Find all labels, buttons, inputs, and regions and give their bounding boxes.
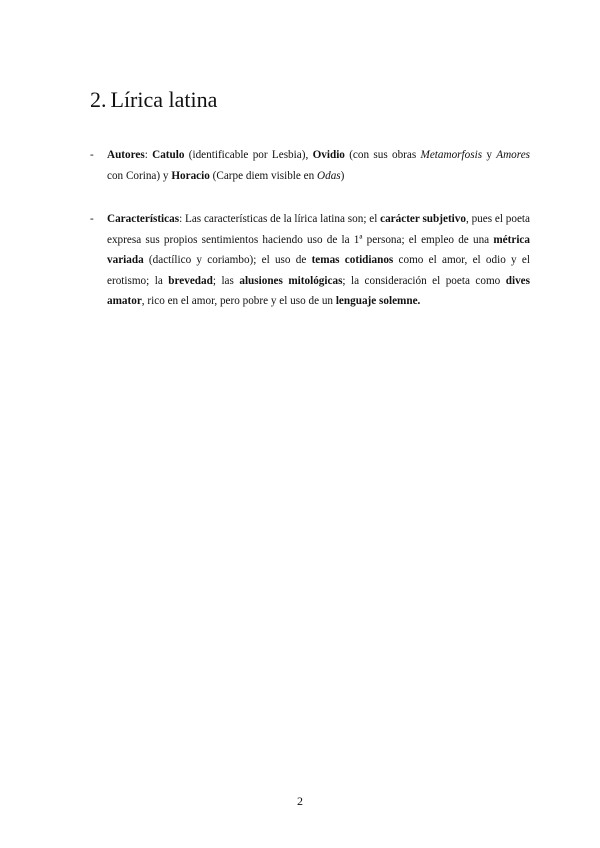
text-span: ; las	[212, 274, 240, 287]
text-span: (con sus obras	[344, 149, 421, 161]
work-odas: Odas	[317, 169, 341, 182]
text-span: )	[340, 169, 345, 182]
term-temas-cotidianos: temas cotidianos	[311, 254, 394, 266]
caracteristicas-label: Características	[107, 213, 180, 225]
bullet-dash: -	[90, 213, 94, 225]
term-caracter-subjetivo: carácter subjetivo	[380, 213, 466, 225]
text-span: (identificable por Lesbia),	[184, 149, 313, 161]
text-span: ; la consideración el poeta como	[342, 274, 506, 287]
text-span: y	[482, 149, 497, 161]
text-span: :	[144, 149, 153, 161]
term-dives-amator: dives amator	[107, 274, 530, 307]
text-span: , pues el poeta expresa sus propios sentimientos haciendo uso de la 1ª persona; el empleo de una	[107, 213, 530, 246]
work-metamorfosis: Metamorfosis	[420, 149, 483, 161]
term-lenguaje-solemne: lenguaje solemne.	[335, 295, 421, 307]
term-metrica-variada: métrica variada	[107, 233, 530, 266]
autores-label: Autores	[107, 149, 145, 161]
text-span: , rico en el amor, pero pobre y el uso de un	[141, 295, 336, 307]
text-span: como el amor, el odio y el erotismo; la	[107, 254, 530, 287]
list-item-autores	[90, 145, 530, 186]
section-number: 2.	[90, 87, 107, 112]
list-item-caracteristicas	[90, 209, 530, 312]
section-heading	[90, 86, 217, 114]
term-brevedad: brevedad	[168, 274, 213, 287]
author-horacio: Horacio	[171, 169, 210, 182]
term-alusiones-mitologicas: alusiones mitológicas	[239, 274, 343, 287]
author-ovidio: Ovidio	[312, 149, 345, 161]
page-number: 2	[297, 794, 303, 808]
text-span: (dactílico y coriambo); el uso de	[143, 254, 312, 266]
text-span: con Corina) y	[107, 169, 172, 182]
work-amores: Amores	[496, 149, 531, 161]
text-span: (Carpe diem visible en	[209, 169, 318, 182]
text-span: : Las características de la lírica latina son; el	[179, 213, 381, 225]
author-catulo: Catulo	[152, 149, 185, 161]
bullet-list	[90, 145, 530, 335]
section-title: Lírica latina	[110, 87, 218, 112]
bullet-dash: -	[90, 149, 94, 161]
